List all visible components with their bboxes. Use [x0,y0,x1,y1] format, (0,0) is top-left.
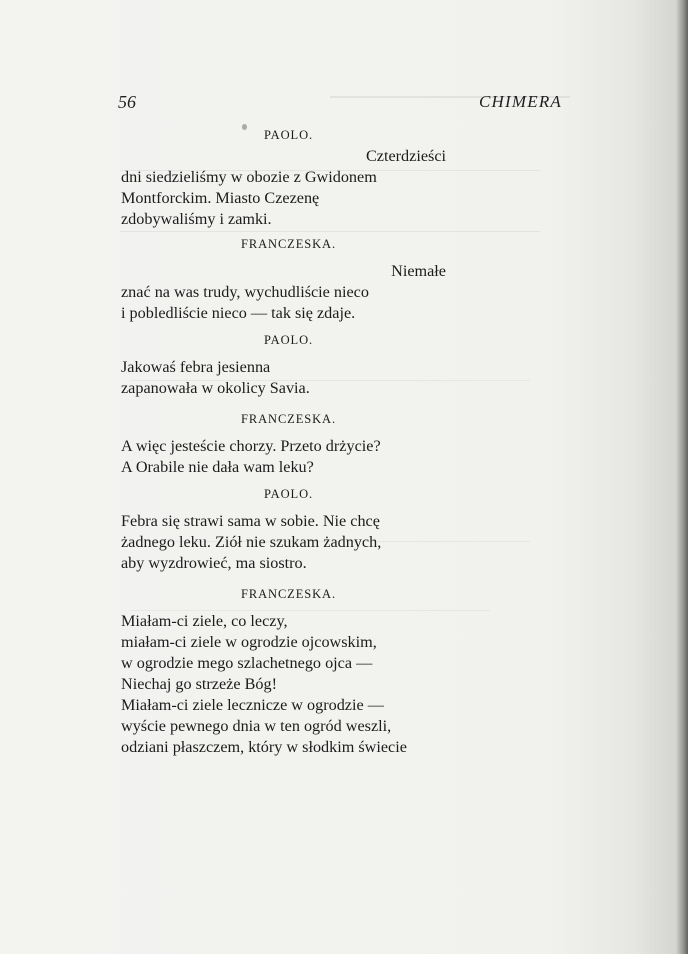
speaker-name: PAOLO. [263,487,314,501]
verse-line: zdobywaliśmy i zamki. [121,210,272,228]
verse-line: aby wyzdrowieć, ma siostro. [121,554,307,572]
verse-line: dni siedzieliśmy w obozie z Gwidonem [121,168,377,186]
verse-line: miałam-ci ziele w ogrodzie ojcowskim, [121,633,377,651]
verse-line: Niemałe [391,262,446,280]
verse-line: Montforckim. Miasto Czezenę [121,189,320,207]
speaker-name: PAOLO. [263,128,314,142]
dialogue-text [121,125,456,758]
verse-line: znać na was trudy, wychudliście nieco [121,283,369,301]
speaker-name: FRANCZESKA. [241,587,336,601]
verse-line: w ogrodzie mego szlachetnego ojca — [121,654,373,672]
verse-line: Czterdzieści [366,147,446,165]
verse-line: Miałam-ci ziele, co leczy, [121,612,288,630]
verse-line: A więc jesteście chorzy. Przeto drżycie? [121,437,381,455]
verse-line: A Orabile nie dała wam leku? [121,458,314,476]
running-title: CHIMERA [479,92,562,111]
verse-line: odziani płaszczem, który w słodkim świecie [121,738,407,756]
verse-line: wyście pewnego dnia w ten ogród weszli, [121,717,392,735]
verse-line: Febra się strawi sama w sobie. Nie chcę [121,512,380,530]
verse-line: Niechaj go strzeże Bóg! [121,675,277,693]
verse-line: i pobledliście nieco — tak się zdaje. [121,304,356,322]
speaker-name: PAOLO. [263,333,314,347]
page-number: 56 [118,92,136,112]
verse-line: zapanowała w okolicy Savia. [121,379,310,397]
page-header [118,92,562,114]
speaker-name: FRANCZESKA. [241,412,336,426]
page-edge-shadow [676,0,688,954]
verse-line: żadnego leku. Ziół nie szukam żadnych, [121,533,382,551]
verse-line: Miałam-ci ziele lecznicze w ogrodzie — [121,696,384,714]
verse-line: Jakowaś febra jesienna [121,358,271,376]
speaker-name: FRANCZESKA. [241,237,336,251]
